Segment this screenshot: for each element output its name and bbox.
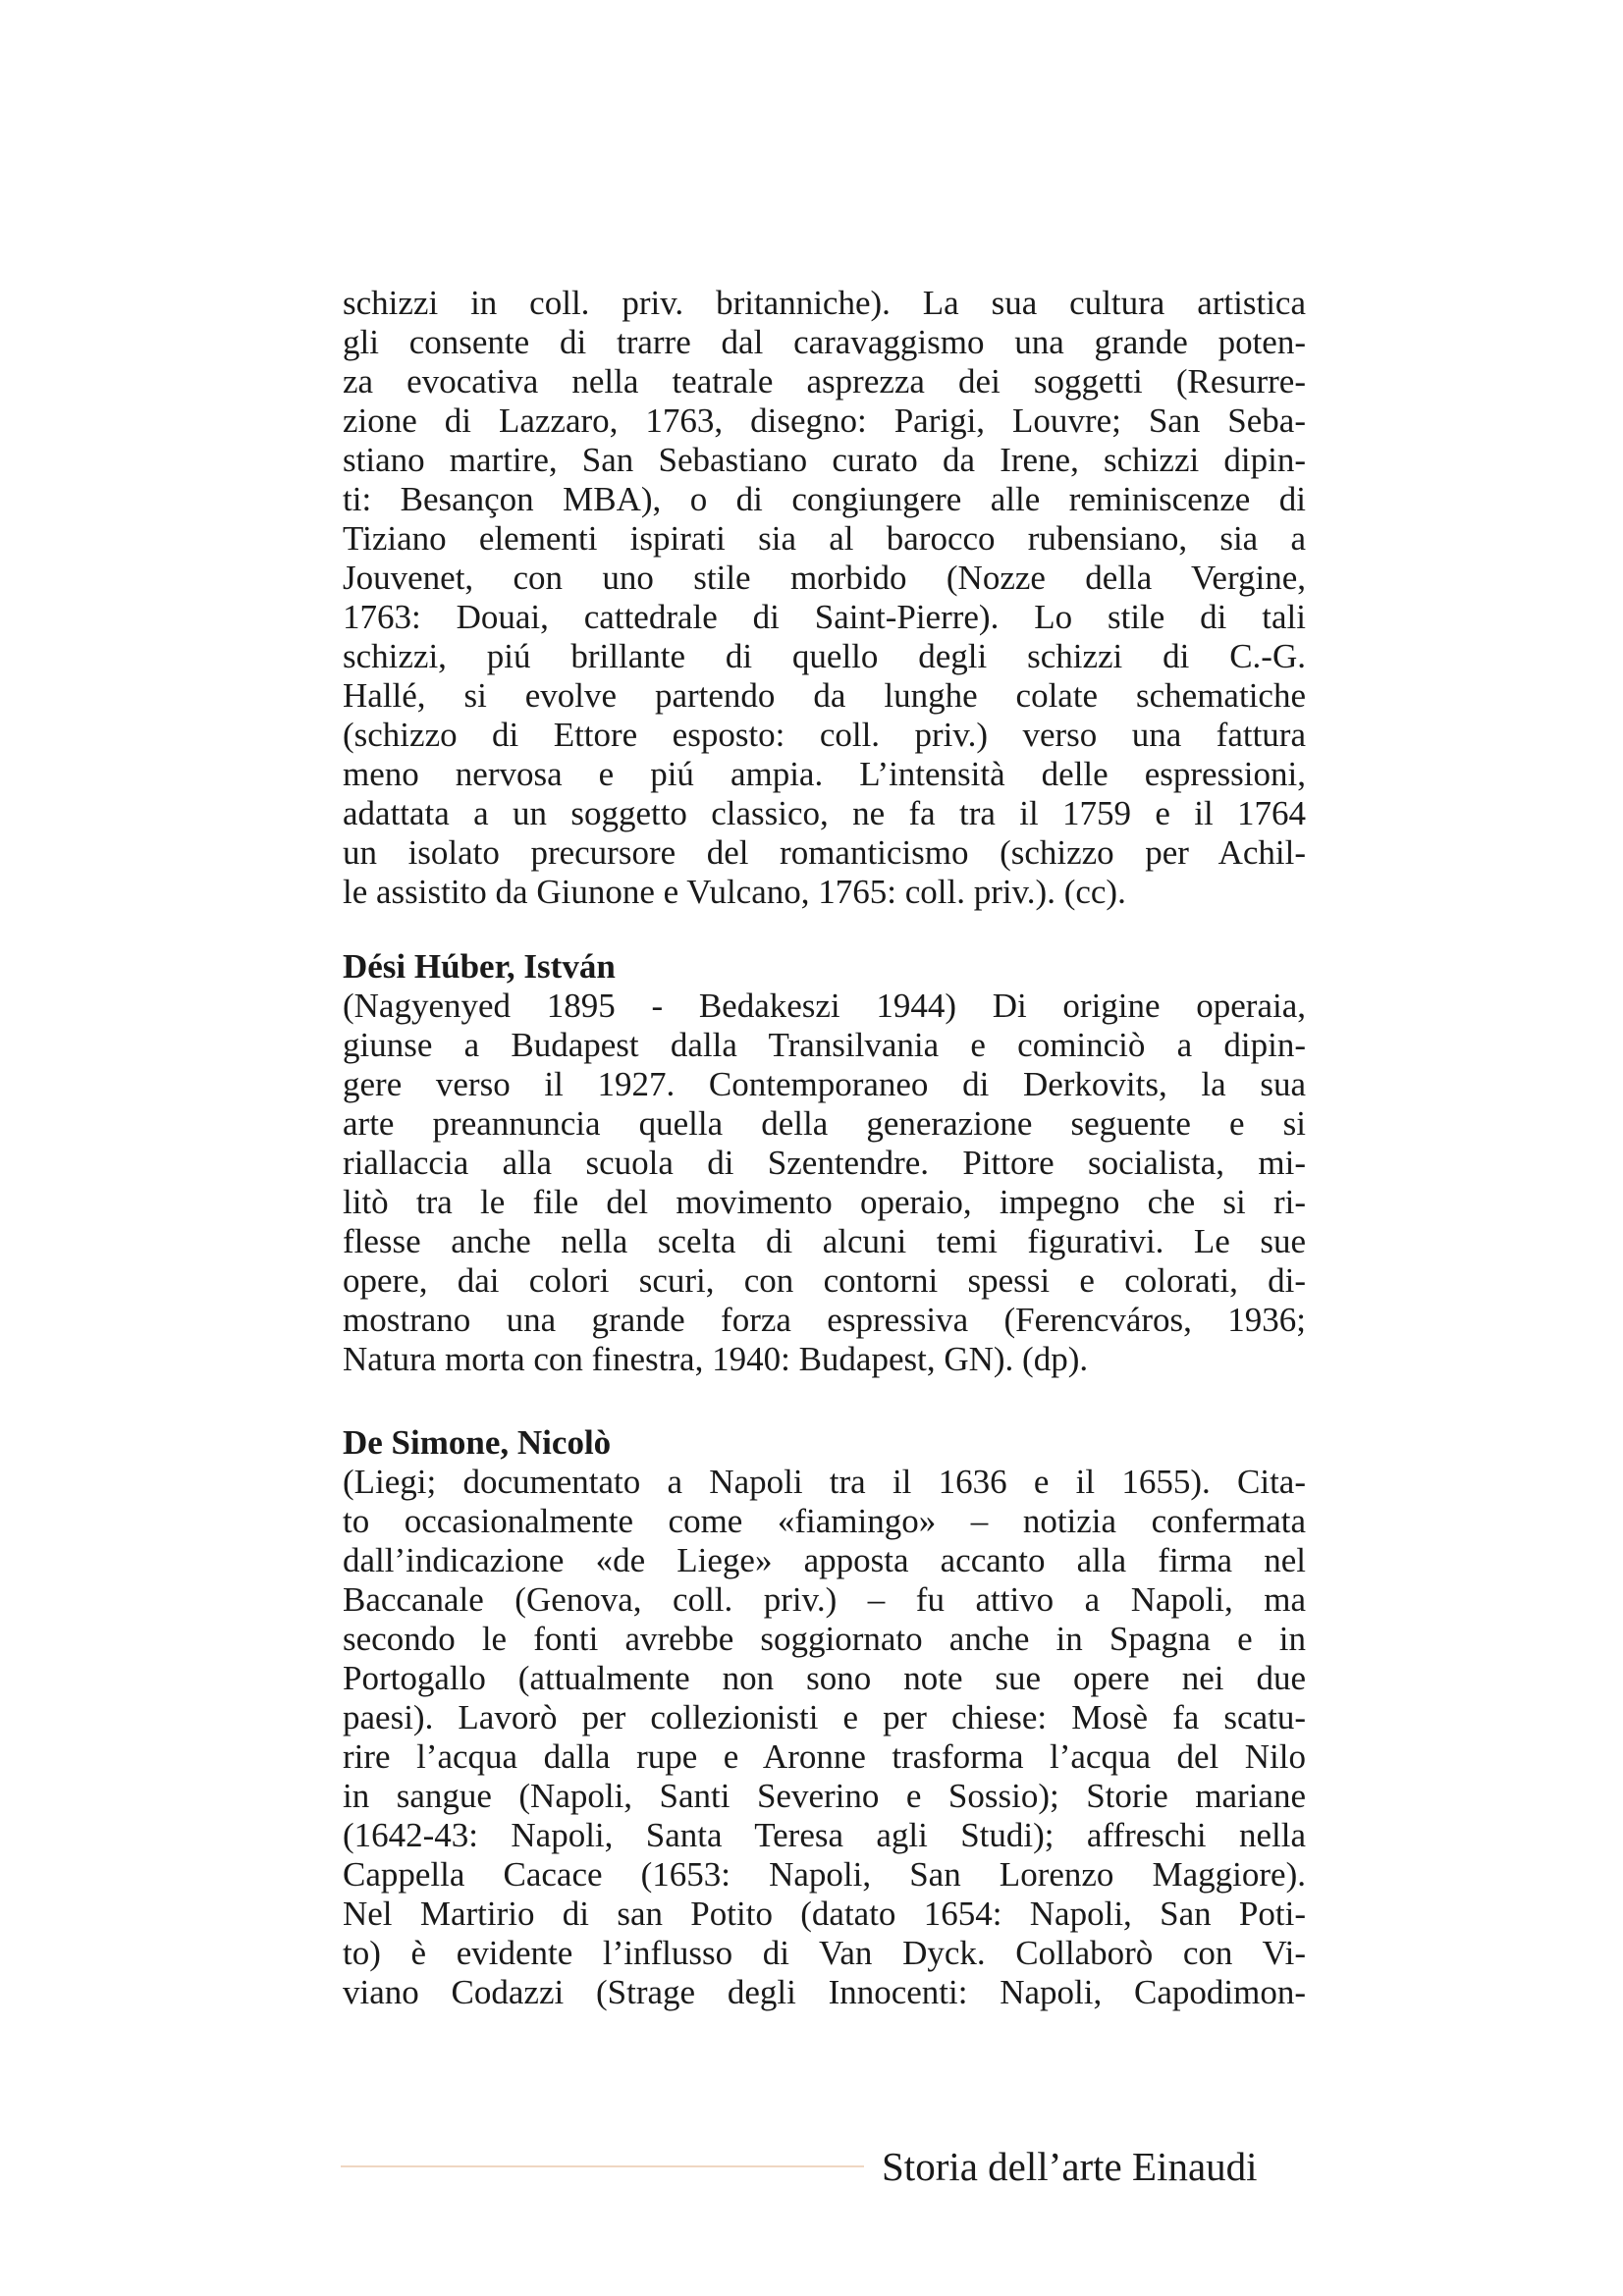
entry-heading: De Simone, Nicolò (343, 1423, 612, 1462)
text-line: Nel Martirio di san Potito (datato 1654: Napoli, San Poti- (343, 1895, 1306, 1933)
text-line: to) è evidente l’influsso di Van Dyck. Collaborò con Vi- (343, 1934, 1306, 1972)
text-line: in sangue (Napoli, Santi Severino e Sossio); Storie mariane (343, 1777, 1306, 1815)
text-line: Portogallo (attualmente non sono note sue opere nei due (343, 1659, 1306, 1697)
text-line: litò tra le file del movimento operaio, impegno che si ri- (343, 1183, 1306, 1221)
text-line: to occasionalmente come «fiamingo» – notizia confermata (343, 1502, 1306, 1540)
text-line: Tiziano elementi ispirati sia al barocco rubensiano, sia a (343, 519, 1306, 558)
text-line: flesse anche nella scelta di alcuni temi figurativi. Le sue (343, 1222, 1306, 1260)
entry-heading: Dési Húber, István (343, 947, 616, 986)
text-line: (Nagyenyed 1895 - Bedakeszi 1944) Di origine operaia, (343, 987, 1306, 1025)
entry-continuation (343, 284, 1306, 912)
footer-publication-title: Storia dell’arte Einaudi (882, 2144, 1258, 2189)
text-line: schizzi, piú brillante di quello degli schizzi di C.-G. (343, 637, 1306, 675)
text-line: arte preannuncia quella della generazione seguente e si (343, 1104, 1306, 1143)
text-line: Hallé, si evolve partendo da lunghe colate schematiche (343, 676, 1306, 715)
text-line: paesi). Lavorò per collezionisti e per chiese: Mosè fa scatu- (343, 1698, 1306, 1736)
text-line: (1642-43: Napoli, Santa Teresa agli Studi); affreschi nella (343, 1816, 1306, 1854)
text-line: viano Codazzi (Strage degli Innocenti: Napoli, Capodimon- (343, 1973, 1306, 2011)
text-line: opere, dai colori scuri, con contorni spessi e colorati, di- (343, 1261, 1306, 1300)
text-line: Cappella Cacace (1653: Napoli, San Lorenzo Maggiore). (343, 1855, 1306, 1894)
text-line: za evocativa nella teatrale asprezza dei soggetti (Resurre- (343, 362, 1306, 400)
text-line: (schizzo di Ettore esposto: coll. priv.) verso una fattura (343, 716, 1306, 754)
entry-desi-huber (343, 947, 1306, 1379)
text-line: stiano martire, San Sebastiano curato da Irene, schizzi dipin- (343, 441, 1306, 479)
text-line: zione di Lazzaro, 1763, disegno: Parigi, Louvre; San Seba- (343, 401, 1306, 440)
text-line: Jouvenet, con uno stile morbido (Nozze della Vergine, (343, 559, 1306, 597)
text-line: ti: Besançon MBA), o di congiungere alle reminiscenze di (343, 480, 1306, 518)
text-line: giunse a Budapest dalla Transilvania e cominciò a dipin- (343, 1026, 1306, 1064)
text-line: 1763: Douai, cattedrale di Saint-Pierre). Lo stile di tali (343, 598, 1306, 636)
text-line: dall’indicazione «de Liege» apposta accanto alla firma nel (343, 1541, 1306, 1579)
text-line: rire l’acqua dalla rupe e Aronne trasforma l’acqua del Nilo (343, 1737, 1306, 1776)
text-line: gere verso il 1927. Contemporaneo di Derkovits, la sua (343, 1065, 1306, 1103)
text-line: (Liegi; documentato a Napoli tra il 1636 e il 1655). Cita- (343, 1463, 1306, 1501)
text-line: Natura morta con finestra, 1940: Budapest, GN). (dp). (343, 1340, 1089, 1378)
text-line: mostrano una grande forza espressiva (Ferencváros, 1936; (343, 1301, 1306, 1339)
text-line: le assistito da Giunone e Vulcano, 1765: coll. priv.). (cc). (343, 873, 1126, 911)
text-line: schizzi in coll. priv. britanniche). La sua cultura artistica (343, 284, 1306, 322)
text-line: adattata a un soggetto classico, ne fa tra il 1759 e il 1764 (343, 794, 1306, 832)
text-line: secondo le fonti avrebbe soggiornato anche in Spagna e in (343, 1620, 1306, 1658)
entry-de-simone (343, 1423, 1306, 2012)
text-line: meno nervosa e piú ampia. L’intensità delle espressioni, (343, 755, 1306, 793)
footer-rule (341, 2165, 864, 2167)
text-line: un isolato precursore del romanticismo (schizzo per Achil- (343, 833, 1306, 872)
text-line: gli consente di trarre dal caravaggismo una grande poten- (343, 323, 1306, 361)
text-line: riallaccia alla scuola di Szentendre. Pittore socialista, mi- (343, 1144, 1306, 1182)
text-line: Baccanale (Genova, coll. priv.) – fu attivo a Napoli, ma (343, 1580, 1306, 1619)
